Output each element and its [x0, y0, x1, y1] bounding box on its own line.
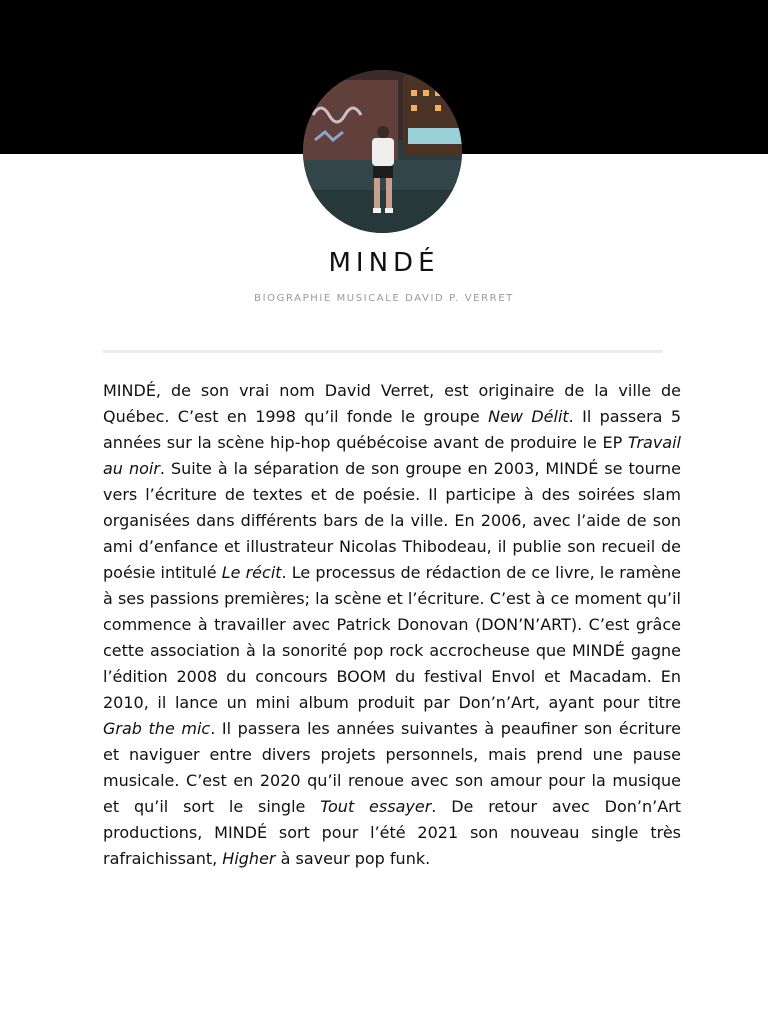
- bio-italic-title: Le récit: [221, 563, 282, 582]
- section-divider: [103, 350, 663, 353]
- artist-avatar: [303, 70, 462, 233]
- bio-italic-title: Higher: [222, 849, 276, 868]
- bio-italic-title: Travail au noir: [103, 433, 681, 478]
- bio-text-segment: . Suite à la séparation de son groupe en 2003, MINDÉ se tourne vers l’écriture de textes et de poésie. Il participe à des soirées slam organisées dans différents bars de la ville. En 2006, avec l’aide de son ami d’enfance et illustrateur Nicolas Thibodeau, il publie son recueil de poésie intitulé: [103, 459, 682, 582]
- bio-text-segment: à saveur pop funk.: [275, 849, 431, 868]
- bio-italic-title: Grab the mic: [103, 719, 211, 738]
- bio-text-segment: . De retour avec Don’n’Art productions, MINDÉ sort pour l’été 2021 son nouveau single très rafraichissant,: [103, 797, 682, 868]
- bio-text-segment: . Il passera 5 années sur la scène hip-hop québécoise avant de produire le EP: [103, 407, 682, 452]
- page-subtitle: BIOGRAPHIE MUSICALE DAVID P. VERRET: [254, 293, 514, 304]
- bio-text-segment: . Le processus de rédaction de ce livre, le ramène à ses passions premières; la scène et l’écriture. C’est à ce moment qu’il commence à travailler avec Patrick Donovan (DON’N’ART). C’est grâce cette association à la sonorité pop rock accrocheuse que MINDÉ gagne l’édition 2008 du concours BOOM du festival Envol et Macadam. En 2010, il lance un mini album produit par Don’n’Art, ayant pour titre: [103, 563, 682, 712]
- bio-text-segment: . Il passera les années suivantes à peaufiner son écriture et naviguer entre divers projets personnels, mais prend une pause musicale. C’est en 2020 qu’il renoue avec son amour pour la musique et qu’il sort le single: [103, 719, 681, 816]
- bio-text-segment: MINDÉ, de son vrai nom David Verret, est originaire de la ville de Québec. C’est en 1998 qu’il fonde le groupe: [103, 381, 681, 426]
- artist-name-heading: MINDÉ: [328, 248, 440, 278]
- bio-italic-title: Tout essayer: [320, 797, 432, 816]
- bio-italic-title: New Délit: [488, 407, 569, 426]
- artist-photo-image: [303, 70, 462, 233]
- biography-text: [103, 378, 681, 872]
